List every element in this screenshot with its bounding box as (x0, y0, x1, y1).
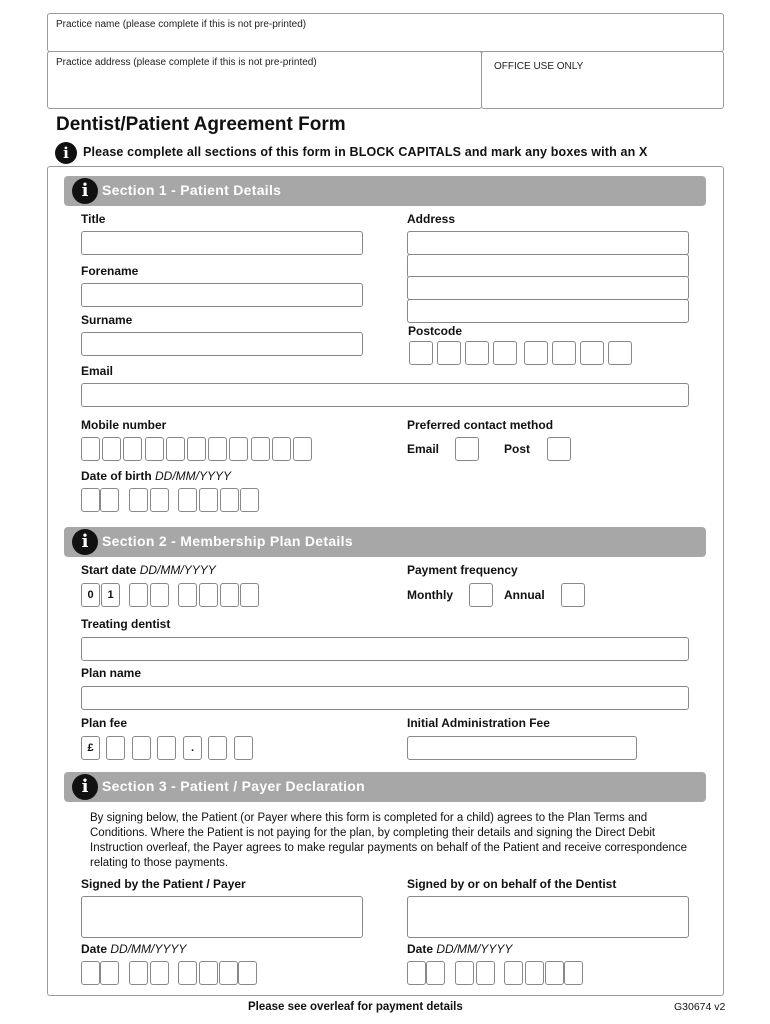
practice-address-label: Practice address (please complete if this is not pre-printed) (56, 57, 317, 68)
dob-format: DD/MM/YYYY (155, 469, 232, 483)
start-date-format: DD/MM/YYYY (139, 563, 216, 577)
start-date-digit-box[interactable] (178, 583, 197, 607)
contact-email-checkbox[interactable] (455, 437, 479, 461)
mobile-digit-box[interactable] (102, 437, 121, 461)
mobile-digit-box[interactable] (187, 437, 206, 461)
patient-date-digit-box[interactable] (129, 961, 148, 985)
mobile-digit-box[interactable] (293, 437, 312, 461)
plan-fee-digit-box[interactable] (234, 736, 253, 760)
dob-digit-box[interactable] (220, 488, 239, 512)
dob-digit-box[interactable] (240, 488, 259, 512)
mobile-label: Mobile number (81, 418, 167, 432)
forename-input[interactable] (81, 283, 363, 307)
form-code: G30674 v2 (674, 1001, 726, 1013)
mobile-digit-box[interactable] (123, 437, 142, 461)
start-date-digit-box[interactable] (129, 583, 148, 607)
patient-date-digit-box[interactable] (178, 961, 197, 985)
dob-label-text: Date of birth (81, 469, 152, 483)
plan-fee-digit-box[interactable] (208, 736, 227, 760)
surname-label: Surname (81, 313, 133, 327)
admin-fee-label: Initial Administration Fee (407, 716, 550, 730)
section-2-title: Section 2 - Membership Plan Details (102, 533, 353, 549)
decimal-point-box: . (183, 736, 202, 760)
dentist-date-format: DD/MM/YYYY (436, 942, 513, 956)
section-1-header (64, 176, 706, 206)
office-use-box (481, 51, 724, 109)
postcode-label: Postcode (408, 324, 463, 338)
office-use-label: OFFICE USE ONLY (494, 61, 584, 72)
annual-checkbox[interactable] (561, 583, 585, 607)
practice-name-label: Practice name (please complete if this is not pre-printed) (56, 19, 307, 30)
postcode-box[interactable] (409, 341, 433, 365)
declaration-text: By signing below, the Patient (or Payer where this form is completed for a child) agrees to the Plan Terms and Conditions. Where the Patient is not paying for the plan, by completing their details and signing the Direct Debit Instruction overleaf, the Payer agrees to make regular payments on behalf of the Patient and receive correspondence relating to those payments. (90, 812, 688, 869)
dob-digit-box[interactable] (100, 488, 119, 512)
patient-date-digit-box[interactable] (100, 961, 119, 985)
address-line-3[interactable] (407, 276, 689, 300)
dentist-date-digit-box[interactable] (407, 961, 426, 985)
monthly-label: Monthly (407, 588, 453, 602)
section-3-header (64, 772, 706, 802)
surname-input[interactable] (81, 332, 363, 356)
section-2-header (64, 527, 706, 557)
dob-label (81, 469, 231, 483)
patient-date-digit-box[interactable] (81, 961, 100, 985)
plan-fee-digit-box[interactable] (132, 736, 151, 760)
patient-date-digit-box[interactable] (150, 961, 169, 985)
dentist-date-digit-box[interactable] (525, 961, 544, 985)
contact-post-checkbox[interactable] (547, 437, 571, 461)
info-icon: i (55, 142, 77, 164)
mobile-digit-box[interactable] (81, 437, 100, 461)
contact-post-label: Post (504, 442, 531, 456)
plan-fee-digit-box[interactable] (157, 736, 176, 760)
section-3-title: Section 3 - Patient / Payer Declaration (102, 778, 366, 794)
patient-signature-box[interactable] (81, 896, 363, 938)
contact-method-label: Preferred contact method (407, 418, 554, 432)
title-label: Title (81, 212, 106, 226)
address-line-4[interactable] (407, 299, 689, 323)
treating-dentist-label: Treating dentist (81, 617, 171, 631)
payment-frequency-label: Payment frequency (407, 563, 518, 577)
patient-date-format: DD/MM/YYYY (110, 942, 187, 956)
forename-label: Forename (81, 264, 139, 278)
instruction-text: Please complete all sections of this form in BLOCK CAPITALS and mark any boxes with an X (83, 145, 648, 159)
start-date-digit-box[interactable] (240, 583, 259, 607)
patient-date-label-text: Date (81, 942, 108, 956)
address-line-1[interactable] (407, 231, 689, 255)
annual-label: Annual (504, 588, 545, 602)
dob-digit-box[interactable] (150, 488, 169, 512)
footer-note: Please see overleaf for payment details (248, 1001, 463, 1013)
start-date-digit-box[interactable]: 1 (101, 583, 120, 607)
practice-name-box[interactable] (47, 13, 724, 52)
dob-digit-box[interactable] (129, 488, 148, 512)
info-icon: i (72, 178, 98, 204)
info-icon: i (72, 529, 98, 555)
start-date-label (81, 563, 216, 577)
monthly-checkbox[interactable] (469, 583, 493, 607)
dentist-date-digit-box[interactable] (504, 961, 523, 985)
dentist-date-label (407, 942, 512, 956)
dentist-date-digit-box[interactable] (426, 961, 445, 985)
start-date-label-text: Start date (81, 563, 137, 577)
patient-date-digit-box[interactable] (219, 961, 238, 985)
plan-fee-digit-box[interactable] (106, 736, 125, 760)
mobile-digit-box[interactable] (272, 437, 291, 461)
mobile-digit-box[interactable] (251, 437, 270, 461)
admin-fee-input[interactable] (407, 736, 637, 760)
start-date-digit-box[interactable] (220, 583, 239, 607)
postcode-box[interactable] (580, 341, 604, 365)
postcode-box[interactable] (465, 341, 489, 365)
postcode-box[interactable] (493, 341, 517, 365)
currency-box: £ (81, 736, 100, 760)
dentist-date-label-text: Date (407, 942, 434, 956)
plan-name-label: Plan name (81, 666, 142, 680)
address-line-2[interactable] (407, 254, 689, 278)
mobile-digit-box[interactable] (145, 437, 164, 461)
dentist-date-digit-box[interactable] (564, 961, 583, 985)
mobile-digit-box[interactable] (166, 437, 185, 461)
info-icon: i (72, 774, 98, 800)
dentist-signature-box[interactable] (407, 896, 689, 938)
email-input[interactable] (81, 383, 689, 407)
dentist-date-digit-box[interactable] (476, 961, 495, 985)
signed-dentist-label: Signed by or on behalf of the Dentist (407, 877, 617, 891)
dob-digit-box[interactable] (178, 488, 197, 512)
patient-date-digit-box[interactable] (238, 961, 257, 985)
dentist-date-digit-box[interactable] (455, 961, 474, 985)
section-1-title: Section 1 - Patient Details (102, 182, 282, 198)
start-date-digit-box[interactable]: 0 (81, 583, 100, 607)
form-title: Dentist/Patient Agreement Form (56, 114, 346, 135)
patient-date-digit-box[interactable] (199, 961, 218, 985)
plan-fee-label: Plan fee (81, 716, 128, 730)
mobile-digit-box[interactable] (229, 437, 248, 461)
address-label: Address (407, 212, 456, 226)
postcode-box[interactable] (437, 341, 461, 365)
start-date-digit-box[interactable] (150, 583, 169, 607)
contact-email-label: Email (407, 442, 440, 456)
postcode-box[interactable] (524, 341, 548, 365)
email-label: Email (81, 364, 114, 378)
patient-date-label (81, 942, 186, 956)
dentist-date-digit-box[interactable] (545, 961, 564, 985)
title-input[interactable] (81, 231, 363, 255)
start-date-digit-box[interactable] (199, 583, 218, 607)
dob-digit-box[interactable] (81, 488, 100, 512)
postcode-box[interactable] (552, 341, 576, 365)
postcode-box[interactable] (608, 341, 632, 365)
practice-address-box[interactable] (47, 51, 482, 109)
treating-dentist-input[interactable] (81, 637, 689, 661)
signed-patient-label: Signed by the Patient / Payer (81, 877, 246, 891)
dob-digit-box[interactable] (199, 488, 218, 512)
mobile-digit-box[interactable] (208, 437, 227, 461)
plan-name-input[interactable] (81, 686, 689, 710)
